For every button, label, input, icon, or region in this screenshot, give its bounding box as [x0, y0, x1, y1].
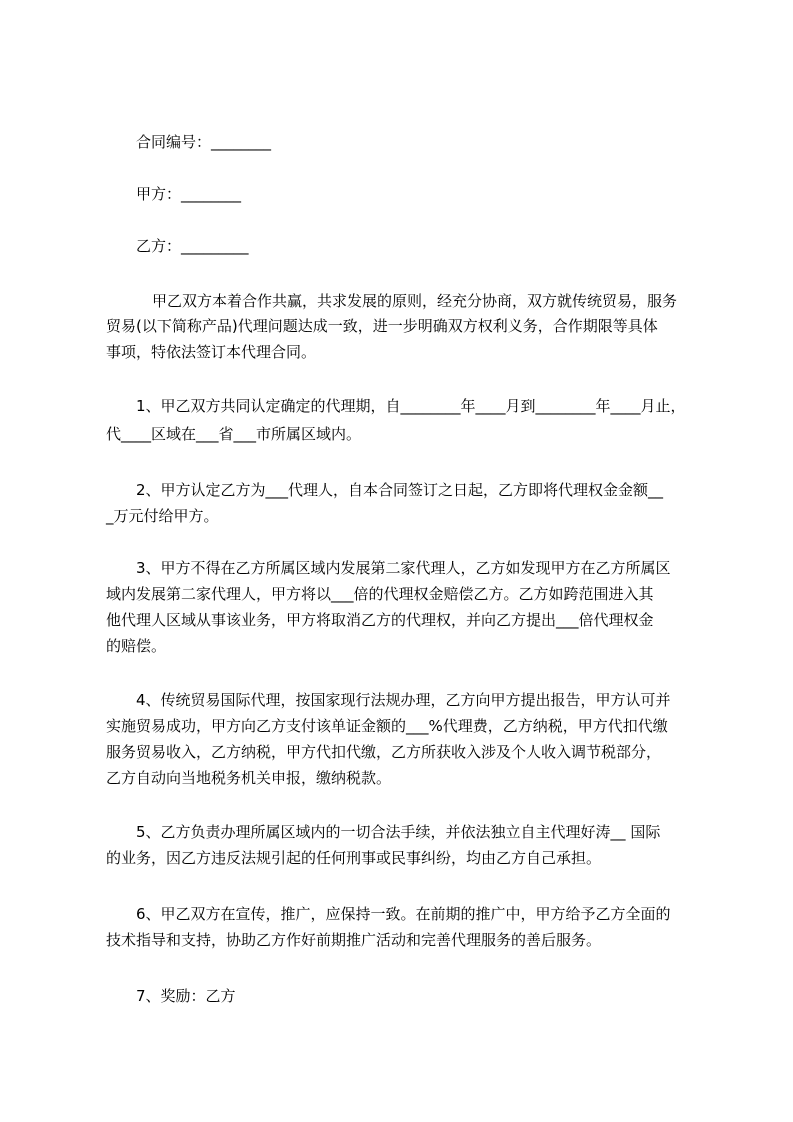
- clause-line: 技术指导和支持，协助乙方作好前期推广活动和完善代理服务的善后服务。: [106, 931, 602, 949]
- contract-number: 合同编号：________: [136, 133, 272, 151]
- clause-line: 服务贸易收入，乙方纳税，甲方代扣代缴，乙方所获收入涉及个人收入调节税部分，: [106, 743, 662, 761]
- clause-line: 2、甲方认定乙方为___代理人，自本合同签订之日起，乙方即将代理权金金额__: [136, 481, 664, 499]
- clause-line: 乙方自动向当地税务机关申报，缴纳税款。: [106, 769, 392, 787]
- clause-line: 4、传统贸易国际代理，按国家现行法规办理，乙方向甲方提出报告，甲方认可并: [136, 691, 671, 709]
- clause-line: 代____区域在___省___市所属区域内。: [106, 425, 362, 443]
- clause-line: 6、甲乙双方在宣传，推广，应保持一致。在前期的推广中，甲方给予乙方全面的: [136, 905, 671, 923]
- clause-line: 7、奖励：乙方: [136, 987, 236, 1005]
- clause-line: 的业务，因乙方违反法规引起的任何刑事或民事纠纷，均由乙方自己承担。: [106, 849, 602, 867]
- clause-line: 域内发展第二家代理人，甲方将以___倍的代理权金赔偿乙方。乙方如跨范围进入其: [106, 585, 654, 603]
- clause-line: 他代理人区域从事该业务，甲方将取消乙方的代理权，并向乙方提出___倍代理权金: [106, 611, 654, 629]
- intro-line: 甲乙双方本着合作共赢，共求发展的原则，经充分协商，双方就传统贸易，服务: [152, 292, 678, 310]
- clause-line: 3、甲方不得在乙方所属区域内发展第二家代理人，乙方如发现甲方在乙方所属区: [136, 559, 671, 577]
- clause-line: _万元付给甲方。: [106, 507, 219, 525]
- clause-line: 1、甲乙双方共同认定确定的代理期，自________年____月到________年____月止，: [136, 397, 686, 415]
- intro-line: 事项，特依法签订本代理合同。: [106, 343, 317, 361]
- party-b: 乙方：_________: [136, 237, 249, 255]
- clause-line: 实施贸易成功，甲方向乙方支付该单证金额的___%代理费，乙方纳税，甲方代扣代缴: [106, 717, 668, 735]
- clause-line: 5、乙方负责办理所属区域内的一切合法手续，并依法独立自主代理好涛__ 国际: [136, 823, 661, 841]
- intro-line: 贸易(以下简称产品)代理问题达成一致，进一步明确双方权利义务，合作期限等具体: [106, 317, 658, 335]
- party-a: 甲方：________: [136, 185, 242, 203]
- clause-line: 的赔偿。: [106, 637, 167, 655]
